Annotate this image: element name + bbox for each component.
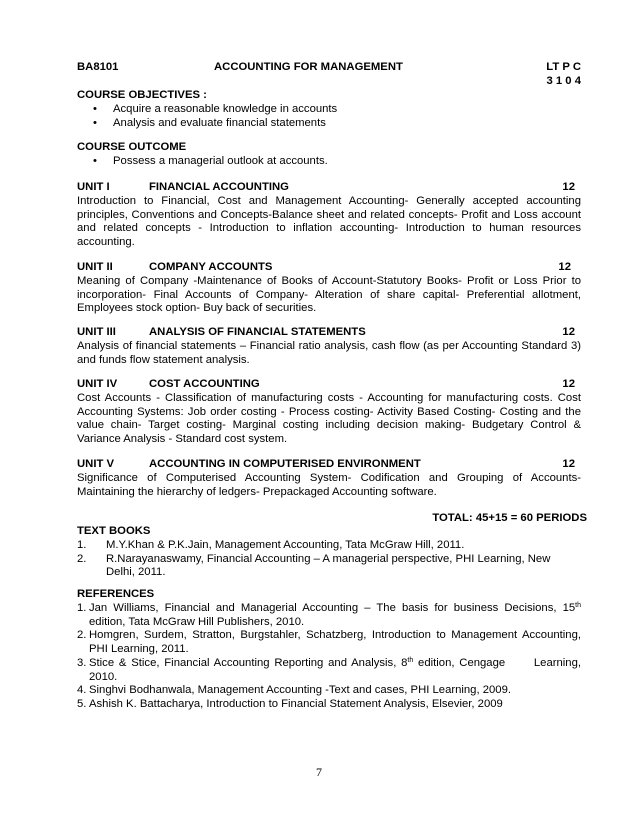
unit-4: [77, 378, 581, 447]
page-number: 7: [316, 765, 322, 779]
unit-text: Introduction to Financial, Cost and Management Accounting- Generally accepted accounting principles, Conventions and Concepts-Balance sheet and related concepts- Profit and Loss account and related concepts - Introduction to inflation accounting- Introduction to human resources accounting.: [77, 195, 581, 249]
unit-hours: 12: [562, 181, 575, 193]
unit-label: UNIT IV: [77, 378, 118, 390]
unit-hours: 12: [562, 378, 575, 390]
reference-number: 1.: [77, 602, 87, 614]
unit-text: Analysis of financial statements – Financial ratio analysis, cash flow (as per Accounting Standard 3) and funds flow statement analysis.: [77, 340, 581, 366]
textbook-text: M.Y.Khan & P.K.Jain, Management Accounting, Tata McGraw Hill, 2011.: [106, 539, 465, 551]
objective-item: • Acquire a reasonable knowledge in accounts: [77, 103, 581, 117]
unit-text: Cost Accounts - Classification of manufacturing costs - Accounting for manufacturing costs. Cost Accounting Systems: Job order costing - Process costing- Activity Based Costing- Costing and the value chain- Target costing- Marginal costing including decision making- Budgetary Control & Variance Analysis - Standard cost system.: [77, 392, 581, 446]
unit-label: UNIT III: [77, 326, 116, 338]
unit-title: ANALYSIS OF FINANCIAL STATEMENTS: [149, 326, 366, 338]
unit-hours: 12: [558, 261, 571, 273]
reference-number: 4.: [77, 684, 87, 697]
ltpc-values: 3 1 0 4: [546, 75, 581, 87]
ltpc-label: LT P C: [546, 61, 581, 73]
unit-hours: 12: [562, 458, 575, 470]
unit-label: UNIT II: [77, 261, 113, 273]
reference-text: Jan Williams, Financial and Managerial Accounting – The basis for business Decisions, 15: [89, 602, 576, 614]
unit-title: COST ACCOUNTING: [149, 378, 260, 390]
text-books: [77, 525, 581, 580]
reference-item: [77, 602, 581, 629]
course-outcome: [77, 141, 581, 169]
reference-item: [77, 698, 581, 712]
unit-text: Meaning of Company -Maintenance of Books of Account-Statutory Books- Profit or Loss Prior to incorporation- Final Accounts of Company- Alteration of share capital- Preferential allotment, Employees stock option- Buy back of securities.: [77, 275, 581, 315]
textbooks-heading: TEXT BOOKS: [77, 525, 151, 537]
objectives-heading: COURSE OBJECTIVES :: [77, 89, 207, 101]
course-objectives: [77, 89, 581, 131]
unit-text: Significance of Computerised Accounting System- Codification and Grouping of Accounts-Maintaining the hierarchy of ledgers- Prepackaged Accounting software.: [77, 472, 581, 498]
reference-text-tail: edition, Tata McGraw Hill Publishers, 2010.: [89, 615, 305, 628]
reference-text: Homgren, Surdem, Stratton, Burgstahler, Schatzberg, Introduction to Management Accounting, PHI Learning, 2011.: [89, 629, 581, 656]
reference-number: 2.: [77, 629, 87, 642]
course-header: [77, 61, 581, 89]
reference-text: Ashish K. Battacharya, Introduction to Financial Statement Analysis, Elsevier, 2009: [89, 697, 503, 710]
unit-3: [77, 326, 581, 367]
reference-text: Stice & Stice, Financial Accounting Reporting and Analysis, 8: [89, 656, 408, 669]
reference-text-tail: edition, Cengage Learning, 2010.: [89, 656, 585, 683]
textbook-item: [77, 539, 581, 553]
reference-number: 5.: [77, 697, 87, 710]
total-label: TOTAL: 45+15 = 60 PERIODS: [432, 512, 587, 524]
unit-title: FINANCIAL ACCOUNTING: [149, 181, 289, 193]
objective-item: • Analysis and evaluate financial statements: [77, 117, 581, 131]
unit-title: COMPANY ACCOUNTS: [149, 261, 273, 273]
reference-item: [77, 629, 581, 656]
reference-number: 3.: [77, 656, 87, 669]
reference-superscript: th: [575, 602, 581, 609]
unit-hours: 12: [562, 326, 575, 338]
unit-2: [77, 261, 581, 316]
references: [77, 588, 585, 712]
unit-1: [77, 181, 581, 250]
reference-item: [77, 684, 581, 698]
reference-text: Singhvi Bodhanwala, Management Accounting -Text and cases, PHI Learning, 2009.: [89, 684, 512, 697]
unit-title: ACCOUNTING IN COMPUTERISED ENVIRONMENT: [149, 458, 421, 470]
outcome-heading: COURSE OUTCOME: [77, 141, 187, 153]
course-title: ACCOUNTING FOR MANAGEMENT: [214, 61, 403, 73]
reference-item: [77, 656, 585, 684]
textbook-item: [77, 553, 558, 580]
textbook-number: 2.: [77, 552, 87, 565]
unit-label: UNIT V: [77, 458, 115, 470]
unit-5: [77, 458, 581, 499]
outcome-item: • Possess a managerial outlook at accounts.: [77, 155, 581, 169]
course-code: BA8101: [77, 61, 119, 73]
textbook-text: R.Narayanaswamy, Financial Accounting – A managerial perspective, PHI Learning, New Delhi, 2011.: [106, 552, 551, 579]
textbook-number: 1.: [77, 539, 87, 551]
unit-label: UNIT I: [77, 181, 110, 193]
reference-superscript: th: [407, 656, 414, 664]
total-periods: [77, 512, 587, 526]
references-heading: REFERENCES: [77, 588, 155, 600]
